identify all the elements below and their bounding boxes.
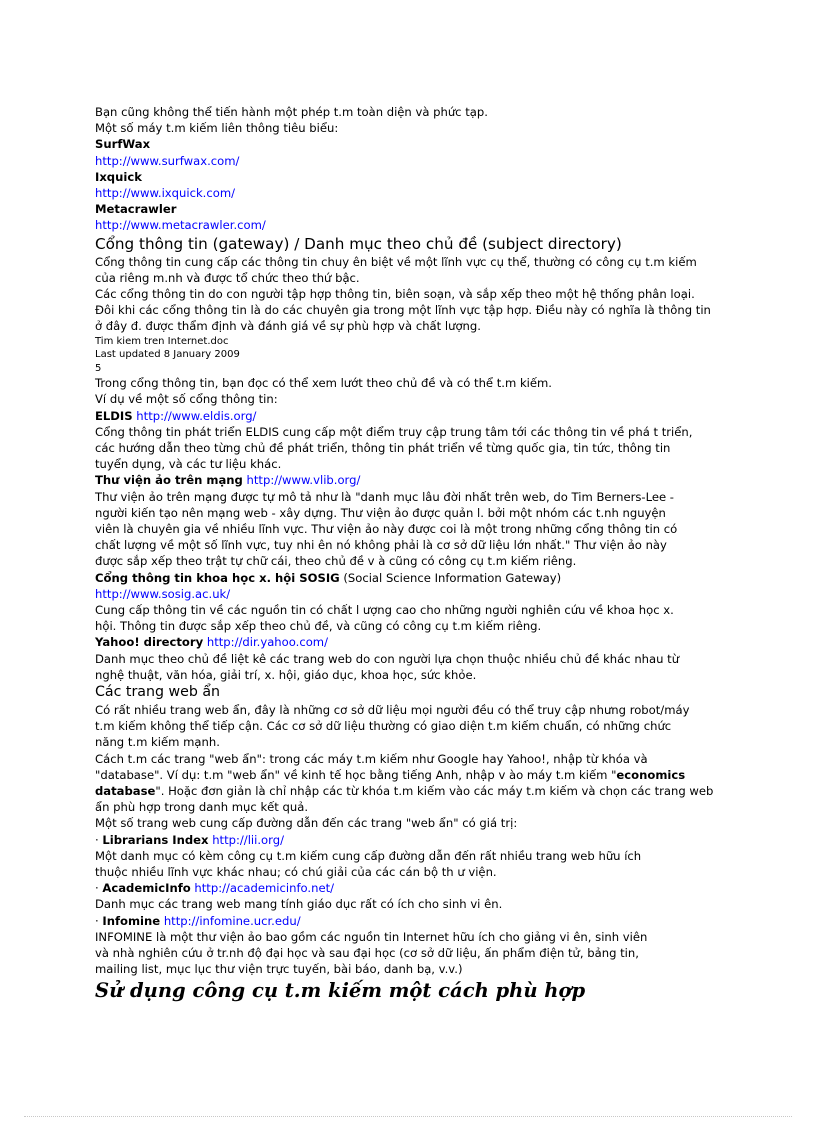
entry-title-yahoo: Yahoo! directory [95,635,204,650]
paragraph-line: hội. Thông tin được sắp xếp theo chủ đề, và cũng có công cụ t.m kiếm riêng. [95,619,542,634]
link-eldis[interactable]: http://www.eldis.org/ [136,408,257,423]
paragraph-line: INFOMINE là một thư viện ảo bao gồm các nguồn tin Internet hữu ích cho giảng vi ên, sinh viên [95,929,648,944]
footer-updated: Last updated 8 January 2009 [95,349,240,361]
paragraph-line: Một danh mục có kèm công cụ t.m kiếm cung cấp đường dẫn đến rất nhiều trang web hữu ích [95,848,642,863]
paragraph-line: chất lượng về một số lĩnh vực, tuy nhi ên nó không phải là cơ sở dữ liệu lớn nhất." Thư viện ảo này [95,538,667,553]
paragraph-line: Cách t.m các trang "web ẩn": trong các máy t.m kiếm như Google hay Yahoo!, nhập từ khóa và [95,751,648,766]
engine-name-metacrawler: Metacrawler [95,202,177,217]
entry-title-vlib: Thư viện ảo trên mạng [95,473,243,488]
paragraph-line: người kiến tạo nên mạng web - xây dựng. Thư viện ảo được quản l. bởi một nhóm các t.nh nguyện [95,505,666,520]
paragraph-line: Cung cấp thông tin về các nguồn tin có chất l ượng cao cho những người nghiên cứu về khoa học x. [95,602,674,617]
paragraph-line: được sắp xếp theo trật tự chữ cái, theo chủ đề v à cũng có công cụ t.m kiếm riêng. [95,554,577,569]
paragraph-line: của riêng m.nh và được tổ chức theo thứ bậc. [95,270,360,285]
engine-name-ixquick: Ixquick [95,169,142,184]
paragraph-line: nghệ thuật, văn hóa, giải trí, x. hội, giáo dục, khoa học, sức khỏe. [95,667,477,682]
link-infomine[interactable]: http://infomine.ucr.edu/ [163,913,301,928]
heading-hidden-web: Các trang web ẩn [95,684,221,700]
paragraph-line: Trong cổng thông tin, bạn đọc có thể xem lướt theo chủ đề và có thể t.m kiếm. [95,376,552,391]
entry-title-sosig: Cổng thông tin khoa học x. hội SOSIG [95,570,340,585]
paragraph-line: các hướng dẫn theo từng chủ đề phát triển, thông tin phát triển về từng quốc gia, tin tức, thông tin [95,440,671,455]
link-sosig[interactable]: http://www.sosig.ac.uk/ [95,586,231,601]
entry-vlib [95,472,735,488]
page-bottom-divider [24,1116,792,1117]
paragraph-line: viên là chuyên gia về nhiều lĩnh vực. Thư viện ảo này được coi là một trong những cổng thông tin có [95,521,678,536]
bullet: · [95,913,103,928]
text-segment: "database". Ví dụ: t.m "web ẩn" về kinh tế học bằng tiếng Anh, nhập v ào máy t.m kiếm " [95,767,617,782]
entry-title-eldis: ELDIS [95,408,133,423]
paragraph-line: Các cổng thông tin do con người tập hợp thông tin, biên soạn, và sắp xếp theo một hệ thống phân loại. [95,287,695,302]
entry-title-lii: Librarians Index [102,832,209,847]
paragraph-line: Thư viện ảo trên mạng được tự mô tả như là "danh mục lâu đời nhất trên web, do Tim Berners-Lee - [95,489,674,504]
paragraph-line: và nhà nghiên cứu ở tr.nh độ đại học và sau đại học (cơ sở dữ liệu, ấn phẩm điện tử, bảng tin, [95,946,639,961]
engine-name-surfwax: SurfWax [95,137,151,152]
link-surfwax[interactable]: http://www.surfwax.com/ [95,153,240,168]
entry-title-infomine: Infomine [102,913,161,928]
bullet: · [95,832,103,847]
paragraph-line: thuộc nhiều lĩnh vực khác nhau; có chú giải của các cán bộ th ư viện. [95,865,497,880]
entry-desc-sosig: (Social Science Information Gateway) [339,570,562,585]
entry-eldis [95,408,735,424]
bullet: · [95,881,103,896]
paragraph-line: ở đây đ. được thẩm định và đánh giá về sự phù hợp và chất lượng. [95,319,481,334]
footer-filename: Tim kiem tren Internet.doc [95,335,229,347]
paragraph-line: Có rất nhiều trang web ẩn, đây là những cơ sở dữ liệu mọi người đều có thể truy cập nhưng robot/máy [95,703,690,717]
paragraph-line: Một số máy t.m kiếm liên thông tiêu biểu: [95,121,339,136]
entry-lii [95,832,735,848]
bold-term: economics [616,767,686,782]
link-ixquick[interactable]: http://www.ixquick.com/ [95,186,236,201]
link-metacrawler[interactable]: http://www.metacrawler.com/ [95,218,266,233]
link-lii[interactable]: http://lii.org/ [212,832,284,847]
paragraph-line: ẩn phù hợp trong danh mục kết quả. [95,800,309,815]
paragraph-line: Danh mục theo chủ đề liệt kê các trang web do con người lựa chọn thuộc nhiều chủ đề khác nhau từ [95,651,680,666]
paragraph-line: Ví dụ về một số cổng thông tin: [95,392,278,407]
paragraph-line: Bạn cũng không thể tiến hành một phép t.m toàn diện và phức tạp. [95,105,488,119]
paragraph-line: Cổng thông tin cung cấp các thông tin chuy ên biệt về một lĩnh vực cụ thể, thường có công cụ t.m kiếm [95,254,697,269]
footer-page-number: 5 [95,362,102,374]
link-academicinfo[interactable]: http://academicinfo.net/ [194,881,335,896]
paragraph-line: Danh mục các trang web mang tính giáo dục rất có ích cho sinh vi ên. [95,897,503,912]
document-body [95,104,735,1004]
paragraph-line [95,767,735,783]
paragraph-line: t.m kiếm không thể tiếp cận. Các cơ sở dữ liệu thường có giao diện t.m kiếm chuẩn, có những chức [95,719,672,734]
link-vlib[interactable]: http://www.vlib.org/ [246,473,361,488]
entry-sosig [95,570,735,586]
entry-yahoo [95,634,735,650]
paragraph-line: năng t.m kiếm mạnh. [95,735,220,750]
bold-term: database [95,784,156,799]
entry-infomine [95,913,735,929]
text-segment: ". Hoặc đơn giản là chỉ nhập các từ khóa t.m kiếm vào các máy t.m kiếm và chọn các trang web [155,784,714,799]
entry-title-academicinfo: AcademicInfo [102,881,191,896]
paragraph-line: Đôi khi các cổng thông tin là do các chuyên gia trong một lĩnh vực tập hợp. Điều này có nghĩa là thông tin [95,303,711,318]
entry-academicinfo [95,880,735,896]
paragraph-line: mailing list, mục lục thư viện trực tuyến, bài báo, danh bạ, v.v.) [95,962,463,977]
paragraph-line: Một số trang web cung cấp đường dẫn đến các trang "web ẩn" có giá trị: [95,816,518,831]
paragraph-line [95,783,735,799]
paragraph-line: tuyển dụng, và các tư liệu khác. [95,457,282,472]
heading-final: Sử dụng công cụ t.m kiếm một cách phù hợp [95,979,586,1003]
paragraph-line: Cổng thông tin phát triển ELDIS cung cấp một điểm truy cập trung tâm tới các thông tin về phá t triển, [95,424,693,439]
heading-gateway: Cổng thông tin (gateway) / Danh mục theo chủ đề (subject directory) [95,234,622,253]
link-yahoo[interactable]: http://dir.yahoo.com/ [206,635,328,650]
